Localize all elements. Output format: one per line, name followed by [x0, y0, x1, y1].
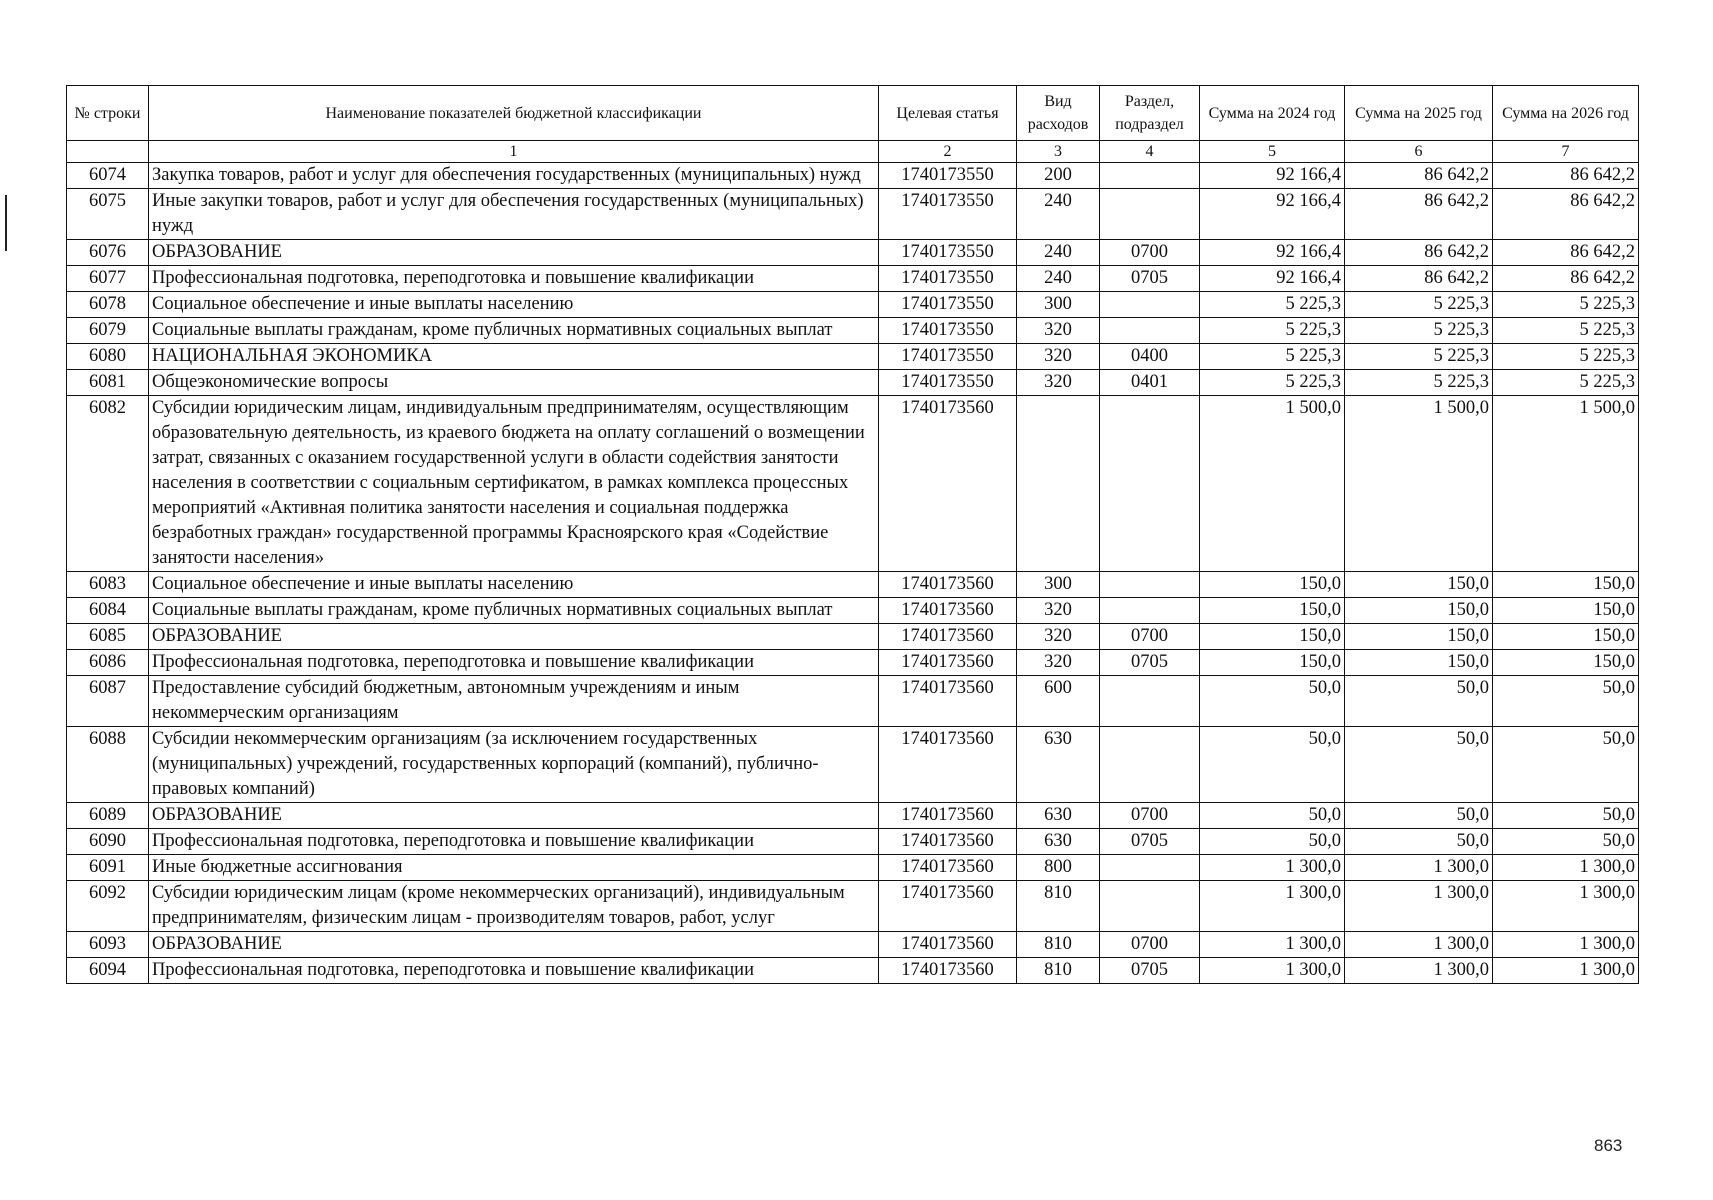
- row-number: 6077: [67, 266, 149, 292]
- section-code: [1100, 855, 1200, 881]
- row-number: 6085: [67, 624, 149, 650]
- target-article: 1740173560: [879, 598, 1017, 624]
- target-article: 1740173550: [879, 370, 1017, 396]
- row-number: 6089: [67, 803, 149, 829]
- sum-2024: 92 166,4: [1200, 266, 1345, 292]
- header-expense-type: Вид расходов: [1017, 86, 1100, 141]
- sum-2025: 1 300,0: [1345, 932, 1493, 958]
- header-section: Раздел, подраздел: [1100, 86, 1200, 141]
- header-row: [67, 86, 1639, 141]
- section-code: [1100, 396, 1200, 572]
- target-article: 1740173550: [879, 240, 1017, 266]
- expense-type: 810: [1017, 958, 1100, 984]
- header-indicator-name: Наименование показателей бюджетной классификации: [149, 86, 879, 141]
- section-code: 0401: [1100, 370, 1200, 396]
- table-row: [67, 598, 1639, 624]
- sum-2024: 50,0: [1200, 829, 1345, 855]
- section-code: 0705: [1100, 266, 1200, 292]
- indicator-name: ОБРАЗОВАНИЕ: [149, 932, 879, 958]
- indicator-name: Субсидии некоммерческим организациям (за исключением государственных (муниципальных) учреждений, государственных корпораций (компаний), публично-правовых компаний): [149, 727, 879, 803]
- expense-type: 810: [1017, 932, 1100, 958]
- indicator-name: Социальное обеспечение и иные выплаты населению: [149, 292, 879, 318]
- table-row: [67, 958, 1639, 984]
- sum-2025: 50,0: [1345, 676, 1493, 727]
- row-number: 6093: [67, 932, 149, 958]
- target-article: 1740173560: [879, 881, 1017, 932]
- expense-type: 240: [1017, 266, 1100, 292]
- target-article: 1740173550: [879, 266, 1017, 292]
- section-code: 0705: [1100, 829, 1200, 855]
- sum-2024: 150,0: [1200, 650, 1345, 676]
- indicator-name: Профессиональная подготовка, переподготовка и повышение квалификации: [149, 829, 879, 855]
- target-article: 1740173560: [879, 803, 1017, 829]
- table-row: [67, 829, 1639, 855]
- column-number: 6: [1345, 141, 1493, 163]
- indicator-name: Предоставление субсидий бюджетным, автономным учреждениям и иным некоммерческим организациям: [149, 676, 879, 727]
- section-code: [1100, 189, 1200, 240]
- table-row: [67, 370, 1639, 396]
- column-number: 3: [1017, 141, 1100, 163]
- table-row: [67, 318, 1639, 344]
- section-code: [1100, 572, 1200, 598]
- section-code: [1100, 881, 1200, 932]
- row-number: 6082: [67, 396, 149, 572]
- sum-2024: 50,0: [1200, 727, 1345, 803]
- expense-type: 810: [1017, 881, 1100, 932]
- indicator-name: Субсидии юридическим лицам (кроме некоммерческих организаций), индивидуальным предпринимателям, физическим лицам - производителям товаров, работ, услуг: [149, 881, 879, 932]
- indicator-name: Социальное обеспечение и иные выплаты населению: [149, 572, 879, 598]
- table-row: [67, 572, 1639, 598]
- target-article: 1740173550: [879, 344, 1017, 370]
- expense-type: 320: [1017, 598, 1100, 624]
- expense-type: 800: [1017, 855, 1100, 881]
- target-article: 1740173560: [879, 727, 1017, 803]
- header-row-number: № строки: [67, 86, 149, 141]
- indicator-name: Иные бюджетные ассигнования: [149, 855, 879, 881]
- sum-2025: 5 225,3: [1345, 318, 1493, 344]
- sum-2025: 1 300,0: [1345, 881, 1493, 932]
- expense-type: [1017, 396, 1100, 572]
- sum-2026: 86 642,2: [1493, 240, 1639, 266]
- table-body: [67, 163, 1639, 984]
- section-code: [1100, 318, 1200, 344]
- sum-2026: 5 225,3: [1493, 318, 1639, 344]
- target-article: 1740173550: [879, 163, 1017, 189]
- sum-2024: 92 166,4: [1200, 189, 1345, 240]
- sum-2024: 50,0: [1200, 803, 1345, 829]
- sum-2026: 150,0: [1493, 650, 1639, 676]
- target-article: 1740173550: [879, 189, 1017, 240]
- sum-2024: 150,0: [1200, 598, 1345, 624]
- sum-2025: 86 642,2: [1345, 189, 1493, 240]
- sum-2025: 150,0: [1345, 650, 1493, 676]
- row-number: 6076: [67, 240, 149, 266]
- expense-type: 240: [1017, 189, 1100, 240]
- table-row: [67, 881, 1639, 932]
- row-number: 6084: [67, 598, 149, 624]
- row-number: 6092: [67, 881, 149, 932]
- section-code: [1100, 727, 1200, 803]
- column-number: 2: [879, 141, 1017, 163]
- sum-2024: 5 225,3: [1200, 318, 1345, 344]
- sum-2026: 86 642,2: [1493, 163, 1639, 189]
- row-number: 6094: [67, 958, 149, 984]
- column-number: 1: [149, 141, 879, 163]
- target-article: 1740173560: [879, 572, 1017, 598]
- indicator-name: Социальные выплаты гражданам, кроме публичных нормативных социальных выплат: [149, 598, 879, 624]
- column-number: 7: [1493, 141, 1639, 163]
- header-sum-2025: Сумма на 2025 год: [1345, 86, 1493, 141]
- section-code: [1100, 598, 1200, 624]
- sum-2026: 1 300,0: [1493, 932, 1639, 958]
- table-row: [67, 163, 1639, 189]
- section-code: [1100, 676, 1200, 727]
- sum-2025: 50,0: [1345, 803, 1493, 829]
- sum-2025: 50,0: [1345, 727, 1493, 803]
- sum-2024: 150,0: [1200, 624, 1345, 650]
- sum-2024: 5 225,3: [1200, 344, 1345, 370]
- expense-type: 630: [1017, 829, 1100, 855]
- indicator-name: Субсидии юридическим лицам, индивидуальным предпринимателям, осуществляющим образовательную деятельность, из краевого бюджета на оплату соглашений о возмещении затрат, связанных с оказанием государственной услуги в области содействия занятости населения в соответствии с социальным сертификатом, в рамках комплекса процессных мероприятий «Активная политика занятости населения и социальная поддержка безработных граждан» государственной программы Красноярского края «Содействие занятости населения»: [149, 396, 879, 572]
- indicator-name: Иные закупки товаров, работ и услуг для обеспечения государственных (муниципальных) нужд: [149, 189, 879, 240]
- sum-2025: 86 642,2: [1345, 266, 1493, 292]
- indicator-name: ОБРАЗОВАНИЕ: [149, 624, 879, 650]
- column-number: 4: [1100, 141, 1200, 163]
- column-number: 5: [1200, 141, 1345, 163]
- section-code: 0700: [1100, 932, 1200, 958]
- section-code: [1100, 163, 1200, 189]
- sum-2025: 1 500,0: [1345, 396, 1493, 572]
- section-code: [1100, 292, 1200, 318]
- table-row: [67, 932, 1639, 958]
- table-row: [67, 676, 1639, 727]
- sum-2026: 50,0: [1493, 829, 1639, 855]
- row-number: 6074: [67, 163, 149, 189]
- sum-2025: 150,0: [1345, 572, 1493, 598]
- target-article: 1740173550: [879, 318, 1017, 344]
- indicator-name: Профессиональная подготовка, переподготовка и повышение квалификации: [149, 650, 879, 676]
- margin-mark: [5, 195, 7, 251]
- expense-type: 320: [1017, 370, 1100, 396]
- sum-2024: 92 166,4: [1200, 163, 1345, 189]
- indicator-name: Профессиональная подготовка, переподготовка и повышение квалификации: [149, 266, 879, 292]
- table-row: [67, 650, 1639, 676]
- target-article: 1740173560: [879, 676, 1017, 727]
- table-row: [67, 855, 1639, 881]
- row-number: 6088: [67, 727, 149, 803]
- expense-type: 600: [1017, 676, 1100, 727]
- table-row: [67, 189, 1639, 240]
- sum-2024: 1 300,0: [1200, 958, 1345, 984]
- sum-2026: 50,0: [1493, 676, 1639, 727]
- page-number: 863: [1594, 1136, 1623, 1155]
- sum-2026: 150,0: [1493, 572, 1639, 598]
- sum-2025: 5 225,3: [1345, 292, 1493, 318]
- target-article: 1740173550: [879, 292, 1017, 318]
- sum-2026: 1 300,0: [1493, 855, 1639, 881]
- sum-2025: 150,0: [1345, 598, 1493, 624]
- row-number: 6087: [67, 676, 149, 727]
- table-row: [67, 624, 1639, 650]
- target-article: 1740173560: [879, 855, 1017, 881]
- expense-type: 320: [1017, 650, 1100, 676]
- sum-2024: 150,0: [1200, 572, 1345, 598]
- table-row: [67, 292, 1639, 318]
- sum-2024: 1 300,0: [1200, 855, 1345, 881]
- sum-2026: 1 500,0: [1493, 396, 1639, 572]
- table-row: [67, 803, 1639, 829]
- expense-type: 630: [1017, 727, 1100, 803]
- sum-2024: 92 166,4: [1200, 240, 1345, 266]
- row-number: 6078: [67, 292, 149, 318]
- section-code: 0700: [1100, 240, 1200, 266]
- sum-2026: 150,0: [1493, 624, 1639, 650]
- expense-type: 320: [1017, 344, 1100, 370]
- section-code: 0700: [1100, 803, 1200, 829]
- expense-type: 320: [1017, 318, 1100, 344]
- section-code: 0700: [1100, 624, 1200, 650]
- row-number: 6091: [67, 855, 149, 881]
- sum-2026: 50,0: [1493, 727, 1639, 803]
- column-number: [67, 141, 149, 163]
- expense-type: 240: [1017, 240, 1100, 266]
- column-number-row: [67, 141, 1639, 163]
- expense-type: 630: [1017, 803, 1100, 829]
- section-code: 0705: [1100, 650, 1200, 676]
- sum-2026: 5 225,3: [1493, 292, 1639, 318]
- sum-2026: 1 300,0: [1493, 881, 1639, 932]
- budget-table: [66, 85, 1639, 984]
- sum-2025: 86 642,2: [1345, 163, 1493, 189]
- indicator-name: Профессиональная подготовка, переподготовка и повышение квалификации: [149, 958, 879, 984]
- sum-2026: 86 642,2: [1493, 189, 1639, 240]
- indicator-name: Общеэкономические вопросы: [149, 370, 879, 396]
- sum-2026: 50,0: [1493, 803, 1639, 829]
- header-sum-2026: Сумма на 2026 год: [1493, 86, 1639, 141]
- expense-type: 300: [1017, 292, 1100, 318]
- expense-type: 320: [1017, 624, 1100, 650]
- sum-2025: 5 225,3: [1345, 370, 1493, 396]
- table-row: [67, 727, 1639, 803]
- section-code: 0705: [1100, 958, 1200, 984]
- row-number: 6081: [67, 370, 149, 396]
- sum-2025: 5 225,3: [1345, 344, 1493, 370]
- row-number: 6083: [67, 572, 149, 598]
- sum-2024: 50,0: [1200, 676, 1345, 727]
- sum-2025: 1 300,0: [1345, 958, 1493, 984]
- table-row: [67, 266, 1639, 292]
- target-article: 1740173560: [879, 650, 1017, 676]
- expense-type: 200: [1017, 163, 1100, 189]
- row-number: 6090: [67, 829, 149, 855]
- target-article: 1740173560: [879, 396, 1017, 572]
- row-number: 6080: [67, 344, 149, 370]
- row-number: 6075: [67, 189, 149, 240]
- table-row: [67, 344, 1639, 370]
- expense-type: 300: [1017, 572, 1100, 598]
- target-article: 1740173560: [879, 958, 1017, 984]
- indicator-name: ОБРАЗОВАНИЕ: [149, 240, 879, 266]
- indicator-name: ОБРАЗОВАНИЕ: [149, 803, 879, 829]
- indicator-name: Социальные выплаты гражданам, кроме публичных нормативных социальных выплат: [149, 318, 879, 344]
- sum-2024: 1 500,0: [1200, 396, 1345, 572]
- sum-2026: 5 225,3: [1493, 344, 1639, 370]
- sum-2026: 86 642,2: [1493, 266, 1639, 292]
- row-number: 6079: [67, 318, 149, 344]
- sum-2025: 86 642,2: [1345, 240, 1493, 266]
- header-sum-2024: Сумма на 2024 год: [1200, 86, 1345, 141]
- indicator-name: Закупка товаров, работ и услуг для обеспечения государственных (муниципальных) нужд: [149, 163, 879, 189]
- table-row: [67, 396, 1639, 572]
- sum-2026: 5 225,3: [1493, 370, 1639, 396]
- sum-2025: 1 300,0: [1345, 855, 1493, 881]
- indicator-name: НАЦИОНАЛЬНАЯ ЭКОНОМИКА: [149, 344, 879, 370]
- header-target-article: Целевая статья: [879, 86, 1017, 141]
- sum-2026: 150,0: [1493, 598, 1639, 624]
- sum-2026: 1 300,0: [1493, 958, 1639, 984]
- table-row: [67, 240, 1639, 266]
- target-article: 1740173560: [879, 829, 1017, 855]
- row-number: 6086: [67, 650, 149, 676]
- sum-2024: 1 300,0: [1200, 881, 1345, 932]
- sum-2024: 5 225,3: [1200, 370, 1345, 396]
- sum-2025: 50,0: [1345, 829, 1493, 855]
- target-article: 1740173560: [879, 624, 1017, 650]
- sum-2025: 150,0: [1345, 624, 1493, 650]
- sum-2024: 1 300,0: [1200, 932, 1345, 958]
- section-code: 0400: [1100, 344, 1200, 370]
- sum-2024: 5 225,3: [1200, 292, 1345, 318]
- target-article: 1740173560: [879, 932, 1017, 958]
